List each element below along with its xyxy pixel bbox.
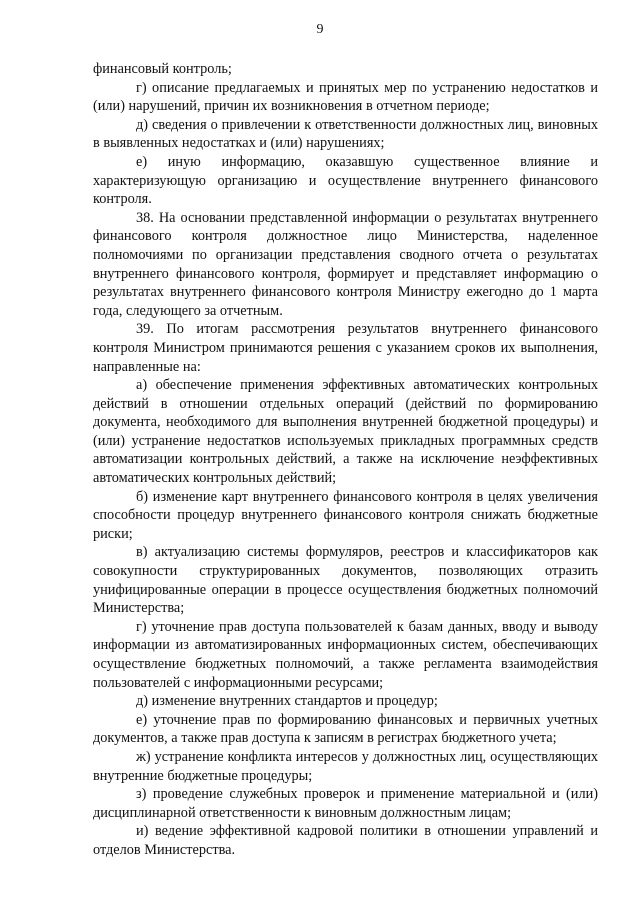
paragraph-39: 39. По итогам рассмотрения результатов внутреннего финансового контроля Министром принимаются решения с указанием сроков их выполнения, направленные на: <box>93 321 598 375</box>
paragraph-39-item-d: д) изменение внутренних стандартов и процедур; <box>136 693 438 710</box>
paragraph-item-g: г) описание предлагаемых и принятых мер по устранению недостатков и (или) нарушений, причин их возникновения в отчетном периоде; <box>93 79 598 115</box>
paragraph-continuation: финансовый контроль; <box>93 61 232 77</box>
paragraph-39-item-a: а) обеспечение применения эффективных автоматических контрольных действий в отношении отдельных операций (действий по формированию документа, необходимого для выполнения внутренней бюджетной процедуры) и (или) устранение недостатков используемых прикладных программных средств автоматизации контрольных действий, а также на исключение неэффективных автоматических контрольных действий; <box>93 377 598 487</box>
paragraph-39-item-z: з) проведение служебных проверок и применение материальной и (или) дисциплинарной ответственности к виновным должностным лицам; <box>93 786 598 821</box>
page-number: 9 <box>316 22 324 37</box>
paragraph-39-item-b: б) изменение карт внутреннего финансового контроля в целях увеличения способности процедур внутреннего финансового контроля снижать бюджетные риски; <box>93 488 598 542</box>
paragraph-38: 38. На основании представленной информации о результатах внутреннего финансового контроля должностное лицо Министерства, наделенное полномочиями по организации представления сводного отчета о результатах внутреннего финансового контроля, формирует и представляет информацию о результатах внутреннего финансового контроля Министру ежегодно до 1 марта года, следующего за отчетным. <box>93 209 598 319</box>
paragraph-39-item-zh: ж) устранение конфликта интересов у должностных лиц, осуществляющих внутренние бюджетные процедуры; <box>93 748 598 784</box>
document-body <box>93 60 598 860</box>
paragraph-39-item-e: е) уточнение прав по формированию финансовых и первичных учетных документов, а также прав доступа к записям в регистрах бюджетного учета; <box>93 711 598 747</box>
paragraph-39-item-g: г) уточнение прав доступа пользователей к базам данных, вводу и выводу информации из автоматизированных информационных систем, обеспечивающих осуществление бюджетных полномочий, а также регламента взаимодействия пользователей с информационными ресурсами; <box>93 618 598 691</box>
paragraph-39-item-i: и) ведение эффективной кадровой политики в отношении управлений и отделов Министерства. <box>93 823 598 858</box>
paragraph-item-e: е) иную информацию, оказавшую существенное влияние и характеризующую организацию и осуществление внутреннего финансового контроля. <box>93 153 598 208</box>
paragraph-39-item-v: в) актуализацию системы формуляров, реестров и классификаторов как совокупности структурированных документов, позволяющих отразить унифицированные операции в процессе осуществления бюджетных полномочий Министерства; <box>93 544 598 617</box>
paragraph-item-d: д) сведения о привлечении к ответственности должностных лиц, виновных в выявленных недостатках и (или) нарушениях; <box>93 116 598 152</box>
